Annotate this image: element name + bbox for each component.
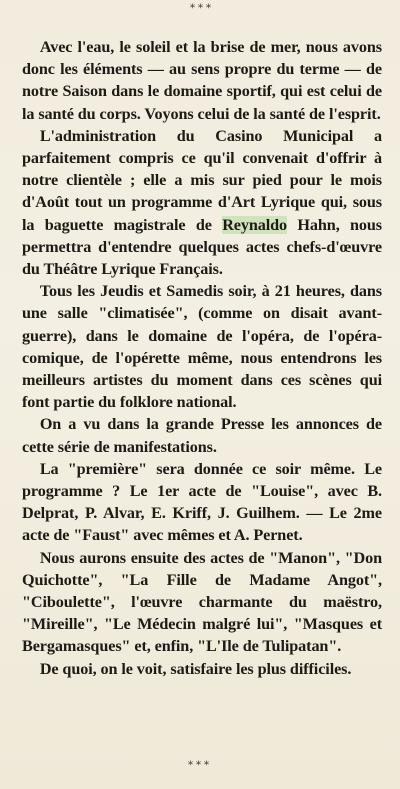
article-body [22,36,382,680]
paragraph-7: De quoi, on le voit, satisfaire les plus difficiles. [39,659,352,678]
paragraph-2-part-1: L'administration du Casino Municipal a parfaitement compris ce qu'il convenait d'offrir à notre clientèle ; elle a mis sur pied pour le mois d'Août tout un programme d'Art Lyrique qui, sous la baguette magistrale de [22,126,382,234]
paragraph-3: Tous les Jeudis et Samedis soir, à 21 heures, dans une salle "climatisée", (comme on disait avant-guerre), dans le domaine de l'opéra, de l'opéra-comique, de l'opérette même, nous entendrons les meilleurs artistes du moment dans ces scènes qui font partie du folklore national. [22,282,382,412]
paragraph-2-part-2: Hahn, nous permettra d'entendre quelques actes chefs-d'œuvre du Théâtre Lyrique Français. [22,215,382,279]
paragraph-2 [22,125,382,280]
top-separator: *** [190,3,214,14]
paragraph-1: Avec l'eau, le soleil et la brise de mer, nous avons donc les éléments — au sens propre du terme — de notre Saison dans le domaine sportif, qui est celui de la santé du corps. Voyons celui de la santé de l'esprit. [22,38,382,123]
paragraph-6: Nous aurons ensuite des actes de "Manon", "Don Quichotte", "La Fille de Madame Angot", "Ciboulette", l'œuvre charmante du maëstro, "Mireille", "Le Médecin malgré lui", "Masques et Bergamasques" et, enfin, "L'Ile de Tulipatan". [22,548,382,656]
paragraph-5: La "première" sera donnée ce soir même. Le programme ? Le 1er acte de "Louise", avec B. Delprat, P. Alvar, E. Kriff, J. Guilhem. — Le 2me acte de "Faust" avec mêmes et A. Pernet. [22,459,382,545]
paragraph-4: On a vu dans la grande Presse les annonces de cette série de manifestations. [22,415,382,456]
bottom-separator: *** [188,760,212,771]
highlighted-name: Reynaldo [222,215,288,234]
